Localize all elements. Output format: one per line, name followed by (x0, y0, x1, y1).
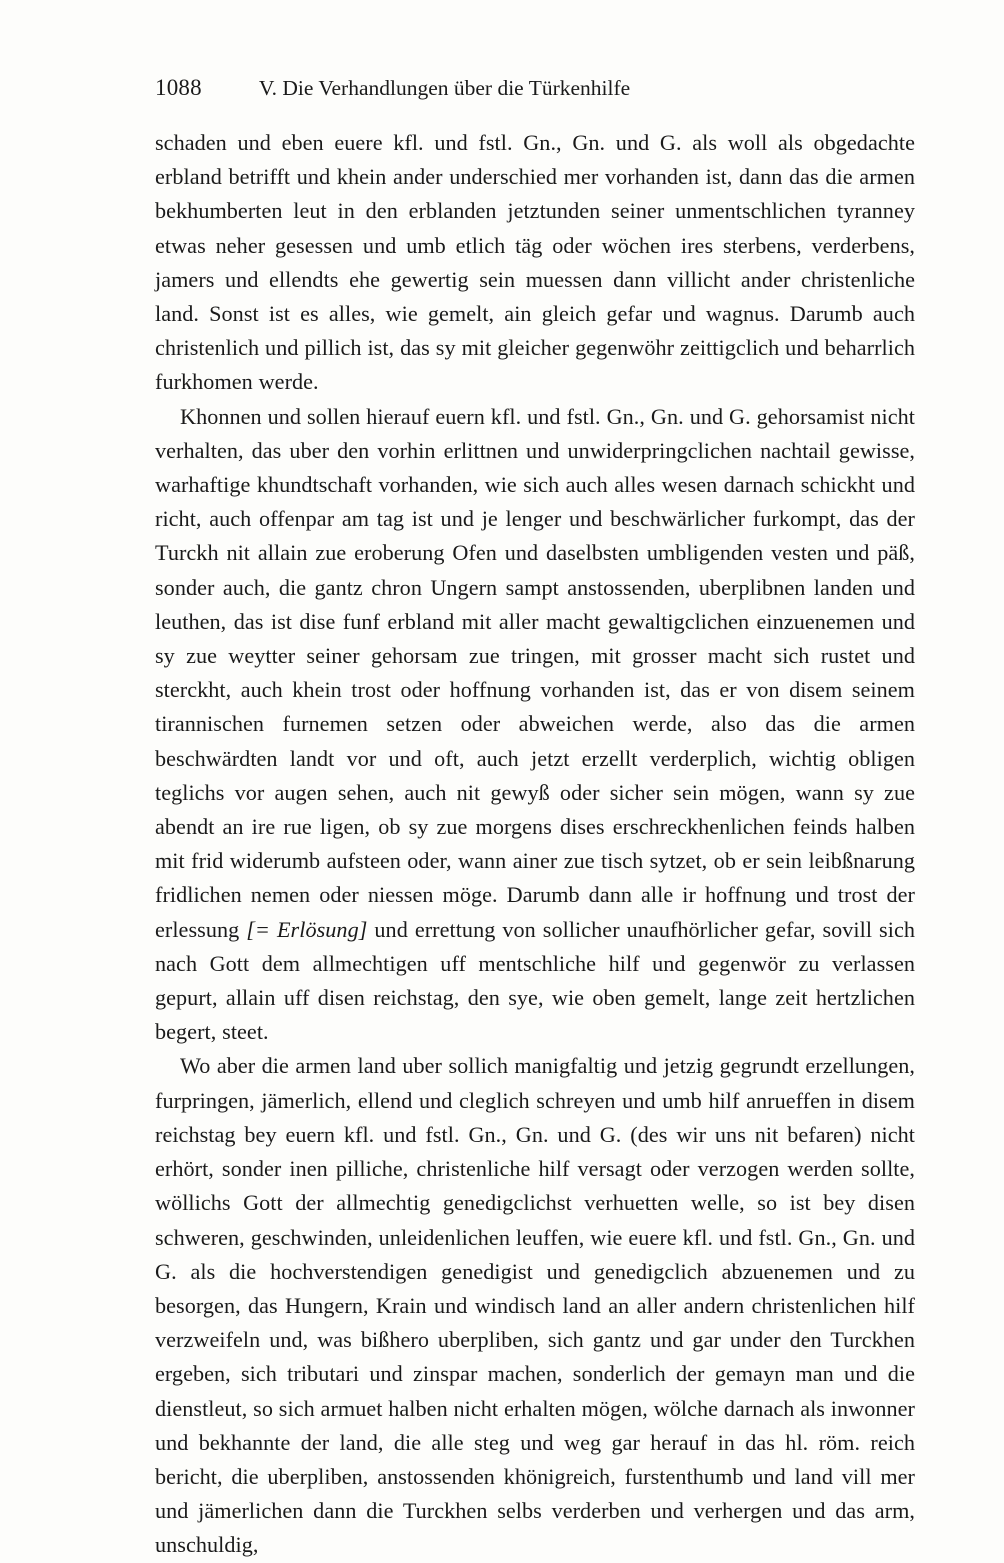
editorial-gloss: [= Erlösung] (246, 916, 368, 942)
page-number: 1088 (155, 75, 202, 100)
paragraph-1: schaden und eben euere kfl. und fstl. Gn., Gn. und G. als woll als obgedachte erbland betrifft und khein ander underschied mer vorhanden ist, dann das die armen bekhumberten leut in den erblanden jetztunden seiner unmentschlichen tyranney etwas neher gesessen und umb etlich täg oder wöchen ires sterbens, verderbens, jamers und ellendts ehe gewertig sein muessen dann villicht ander christenliche land. Sonst ist es alles, wie gemelt, ain gleich gefar und wagnus. Darumb auch christenlich und pillich ist, das sy mit gleicher gegenwöhr zeittigclich und beharrlich furkhomen werde. (155, 130, 915, 395)
main-text-block (155, 126, 915, 1563)
running-title: V. Die Verhandlungen über die Türkenhilfe (258, 76, 631, 100)
paragraph-2-text-before-gloss: Khonnen und sollen hierauf euern kfl. und fstl. Gn., Gn. und G. gehorsamist nicht verhalten, das uber den vorhin erlittnen und unwiderpringclichen nachtail gewisse, warhaftige khundtschaft vorhanden, wie sich auch alles wesen darnach schickht und richt, auch offenpar am tag ist und je lenger und beschwärlicher furkompt, das der Turckh nit allain zue eroberung Ofen und daselbsten umbligenden vesten und päß, sonder auch, die gantz chron Ungern sampt anstossenden, uberplibnen landen und leuthen, das ist dise funf erbland mit aller macht gewaltigclichen einzuenemen und sy zue weytter seiner gehorsam zue tringen, mit grosser macht sich rustet und sterckht, auch khein trost oder hoffnung vorhanden ist, das er von disem seinem tirannischen furnemen setzen oder abweichen werde, also das die armen beschwärdten landt vor und oft, auch jetzt erzellt verderplich, wichtig obligen teglichs vor augen sehen, auch nit gewyß oder sicher sein mögen, wann sy zue abendt an ire rue ligen, ob sy zue morgens dises erschreckhenlichen feinds halben mit frid widerumb aufsteen oder, wann ainer zue tisch sytzet, ob er sein leibßnarung fridlichen nemen oder niessen möge. Darumb dann alle ir hoffnung und trost der erlessung (155, 403, 915, 942)
paragraph-2 (155, 400, 915, 1050)
paragraph-3: Wo aber die armen land uber sollich manigfaltig und jetzig gegrundt erzellungen, furpringen, jämerlich, ellend und cleglich schreyen und umb hilf anrueffen in disem reichstag bey euern kfl. und fstl. Gn., Gn. und G. (des wir uns nit befaren) nicht erhört, sonder inen pilliche, christenliche hilf versagt oder verzogen werden sollte, wöllichs Gott der allmechtig genedigclichst verhuetten welle, so ist bey disen schweren, geschwinden, unleidenlichen leuffen, wie euere kfl. und fstl. Gn., Gn. und G. als die hochverstendigen genedigist und genedigclich abzuenemen und zu besorgen, das Hungern, Krain und windisch land an aller andern christenlichen hilf verzweifeln und, was bißhero uberpliben, sich gantz und gar under den Turckhen ergeben, sich tributari und zinspar machen, sonderlich der gemayn man und die dienstleut, so sich armuet halben nicht erhalten mögen, wölche darnach als inwonner und bekhannte der land, die alle steg und weg gar herauf in das hl. röm. reich bericht, die uberpliben, anstossenden khönigreich, furstenthumb und land vill mer und jämerlichen dann die Turckhen selbs verderben und verhergen und das arm, unschuldig, (155, 1053, 915, 1558)
paragraph-2-text-after-gloss: und errettung von sollicher unaufhörlicher gefar, sovill sich nach Gott dem allmechtigen uff mentschliche hilf und gegenwör zu verlassen gepurt, allain uff disen reichstag, den sye, wie oben gemelt, lange zeit hertzlichen begert, steet. (155, 916, 915, 1045)
running-head (155, 76, 915, 106)
